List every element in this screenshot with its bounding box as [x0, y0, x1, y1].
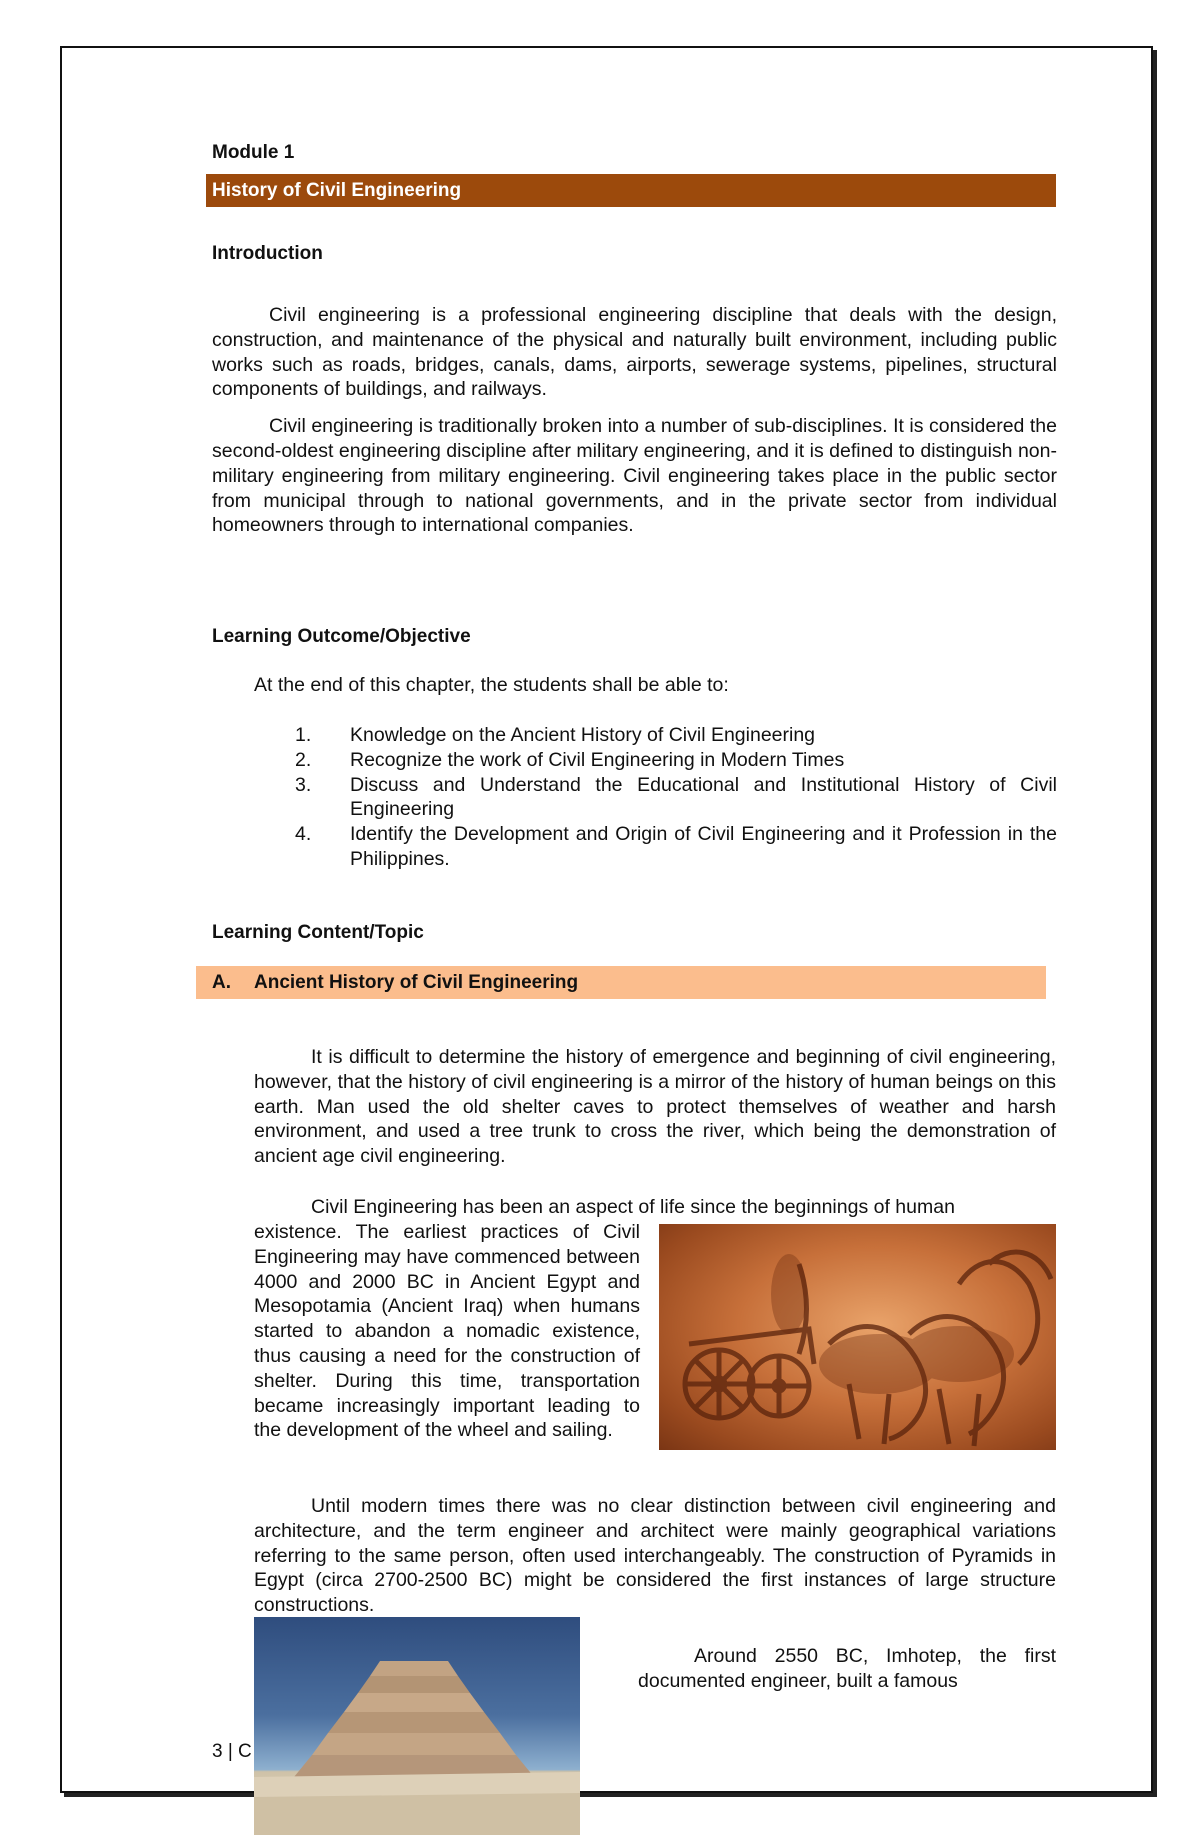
outcome-lead: At the end of this chapter, the students shall be able to:	[254, 674, 729, 696]
content-paragraph-3: Until modern times there was no clear distinction between civil engineering and architecture, and the term engineer and architect were mainly geographical variations referring to the same person, often used interchangeably. The construction of Pyramids in Egypt (circa 2700-2500 BC) might be considered the first instances of large structure constructions.	[254, 1495, 1056, 1617]
intro-paragraph-1: Civil engineering is a professional engineering discipline that deals with the design, construction, and maintenance of the physical and naturally built environment, including public works such as roads, bridges, canals, dams, airports, sewerage systems, pipelines, structural components of buildings, and railways.	[212, 304, 1057, 401]
objective-item: 1. Knowledge on the Ancient History of Civil Engineering	[295, 724, 816, 746]
objective-item: 2. Recognize the work of Civil Engineering in Modern Times	[295, 748, 845, 771]
learning-outcome-heading: Learning Outcome/Objective	[212, 626, 471, 647]
step-pyramid-image	[254, 1617, 580, 1835]
introduction-heading: Introduction	[212, 243, 323, 264]
objectives-list	[212, 723, 1057, 872]
module-title-banner: History of Civil Engineering	[206, 174, 1056, 207]
section-letter: A.	[212, 972, 231, 993]
content-paragraph-4: Around 2550 BC, Imhotep, the first documented engineer, built a famous	[638, 1645, 1056, 1692]
objective-item: 3. Discuss and Understand the Educational and Institutional History of Civil Engineering	[295, 773, 1057, 821]
module-label: Module 1	[212, 142, 295, 163]
content-paragraph-2-line: Civil Engineering has been an aspect of life since the beginnings of human	[311, 1196, 955, 1218]
content-paragraph-2-wrap: existence. The earliest practices of Civil Engineering may have commenced between 4000 and 2000 BC in Ancient Egypt and Mesopotamia (Ancient Iraq) when humans started to abandon a nomadic existence, thus causing a need for the construction of shelter. During this time, transportation became increasingly important leading to the development of the wheel and sailing.	[254, 1221, 640, 1442]
section-title: Ancient History of Civil Engineering	[254, 972, 579, 993]
intro-paragraph-2: Civil engineering is traditionally broken into a number of sub-disciplines. It is considered the second-oldest engineering discipline after military engineering, and it is defined to distinguish non-military engineering from military engineering. Civil engineering takes place in the public sector from municipal through to national governments, and in the private sector from individual homeowners through to international companies.	[212, 415, 1057, 537]
learning-content-heading: Learning Content/Topic	[212, 922, 424, 943]
content-paragraph-1: It is difficult to determine the history of emergence and beginning of civil engineering, however, that the history of civil engineering is a mirror of the history of human beings on this earth. Man used the old shelter caves to protect themselves of weather and harsh environment, and used a tree trunk to cross the river, which being the demonstration of ancient age civil engineering.	[254, 1046, 1056, 1168]
page-footer: 3 | C	[212, 1741, 252, 1762]
section-a-banner	[196, 966, 1046, 999]
chariot-relief-image	[659, 1224, 1056, 1450]
introduction-body	[212, 303, 1057, 538]
objective-item: 4. Identify the Development and Origin of Civil Engineering and it Profession in the Philippines.	[295, 823, 1057, 870]
